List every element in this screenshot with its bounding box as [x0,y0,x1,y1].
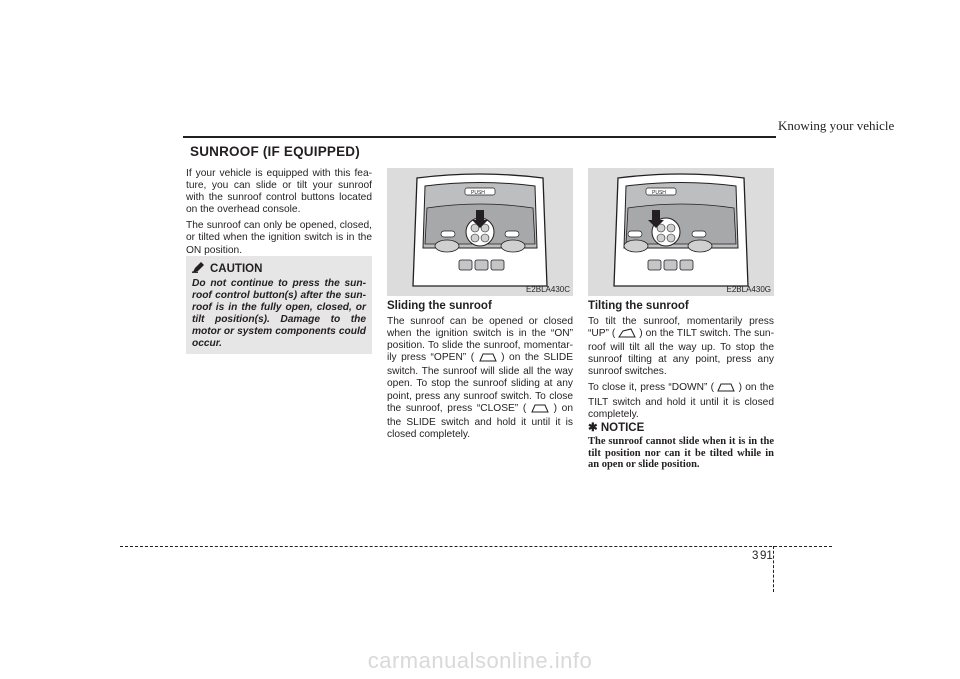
caution-box [186,256,372,354]
notice-heading: ✱ NOTICE [588,422,645,434]
sliding-text [387,316,573,445]
figure-code: E2BLA430C [525,285,570,294]
tilting-paragraph-1 [588,316,774,378]
overhead-console-illustration [588,168,774,296]
sunroof-tilt-down-icon [717,382,735,396]
intro-paragraph-1: If your vehicle is equipped with this fea- ture, you can slide or tilt your sunroof with the sunroof control buttons located on the overhead console. [186,168,372,216]
svg-text:PUSH: PUSH [471,190,485,196]
intro-paragraph-2: The sunroof can only be opened, closed, or tilted when the ignition switch is in the ON position. [186,220,372,256]
sliding-paragraph [387,316,573,441]
caution-text: Do not continue to press the sun- roof control button(s) after the sun- roof is in the fully open, closed, or tilt position(s). Damage to the motor or system components could occur. [192,278,366,350]
tilting-text-part-2a: To close it, press “DOWN” ( [588,382,715,394]
pencil-icon [192,262,206,276]
footer-rule [120,546,832,547]
sliding-text-part-2: ) on the SLIDE switch. The sunroof will slide all the way open. To stop the sunroof sliding at any point, press any sunroof switch. To close the sunroof, press “CLOSE” ( [387,352,573,414]
notice-text: The sunroof cannot slide when it is in the tilt position nor can it be tilted while in an open or slide position. [588,436,774,470]
tilting-paragraph-2 [588,382,774,420]
sunroof-console-figure-tilt [588,168,774,296]
tilting-text-part-2b: ) on the TILT switch and hold it until it is closed completely. [588,382,774,420]
sunroof-close-icon [531,403,549,417]
intro-text [186,168,372,261]
sunroof-tilt-up-icon [618,328,636,342]
header-rule [183,136,776,138]
tilting-text [588,316,774,425]
chapter-number: 3 [752,550,759,562]
caution-label: CAUTION [210,263,263,275]
sunroof-open-icon [479,352,497,366]
sliding-heading: Sliding the sunroof [387,300,492,312]
figure-code: E2BLA430G [726,285,771,294]
overhead-console-illustration [387,168,573,296]
sunroof-console-figure-slide [387,168,573,296]
tilting-heading: Tilting the sunroof [588,300,689,312]
caution-title [192,262,366,276]
watermark: carmanualsonline.info [367,648,593,673]
tilting-text-part-1a: To tilt the sunroof, momentarily press “UP” ( [588,316,774,340]
tilting-text-part-1b: ) on the TILT switch. The sun- roof will tilt all the way up. To stop the sunroof tilting at any point, press any sunroof switches. [588,328,774,378]
page-number: 91 [760,550,773,562]
sliding-text-part-1: The sunroof can be opened or closed when the ignition switch is in the “ON” position. To slide the sunroof, momentar- ily press “OPEN” ( [387,316,573,364]
footer-divider [773,546,774,592]
sliding-text-part-3: ) on the SLIDE switch and hold it until it is closed completely. [387,402,573,440]
svg-text:PUSH: PUSH [652,190,666,196]
page-heading: SUNROOF (IF EQUIPPED) [190,144,360,159]
